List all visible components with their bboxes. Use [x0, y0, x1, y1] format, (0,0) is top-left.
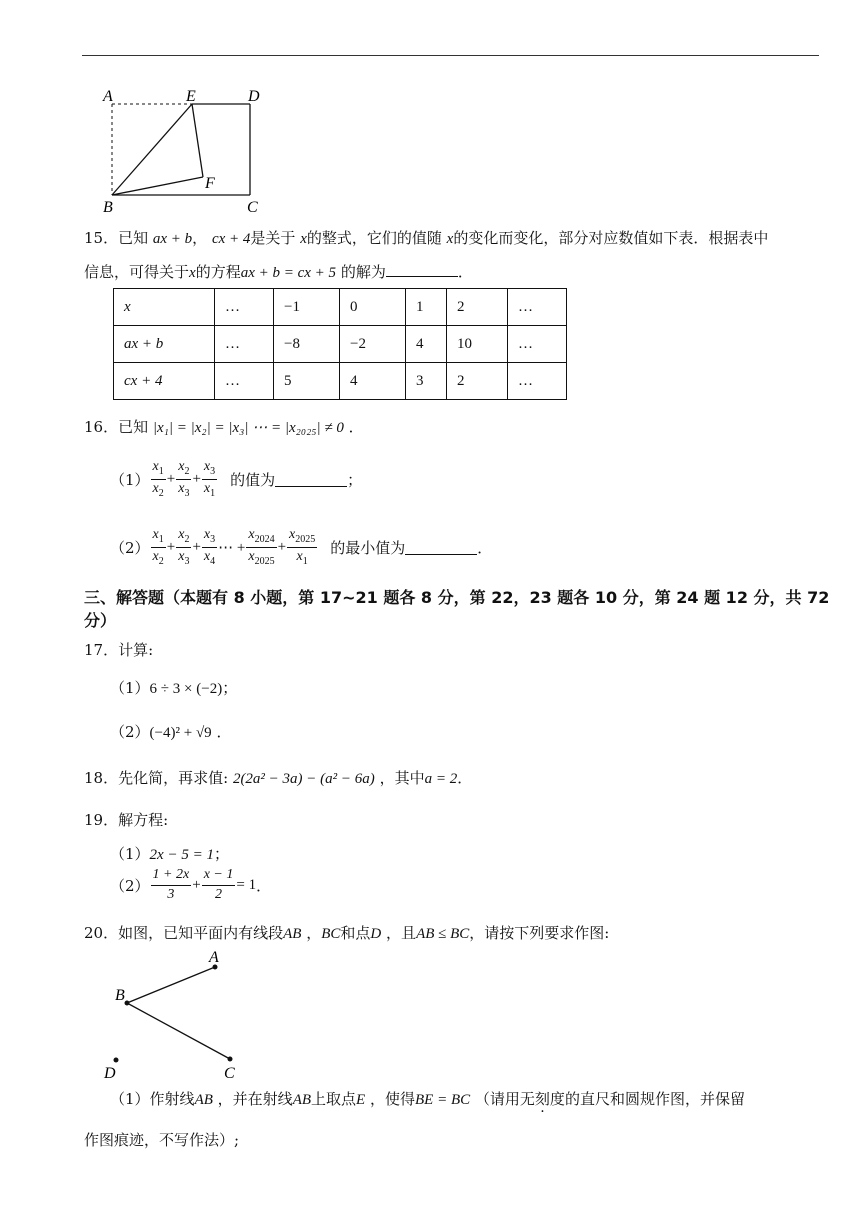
- q19-part2: （2） $\frac{1 + 2x}{3}$ + $\frac{x - 1}{2}$ = 1 ．: [110, 867, 272, 902]
- label-B: B: [115, 987, 125, 1004]
- section-title-cont: 分）: [84, 611, 117, 630]
- table-row: x … −1 0 1 2 …: [114, 289, 567, 326]
- answer-blank[interactable]: [275, 472, 347, 487]
- q20-part1-line2: 作图痕迹，不写作法）;: [84, 1131, 240, 1149]
- label-A: A: [209, 949, 219, 966]
- rectangle-figure: [95, 82, 275, 217]
- label-E: E: [186, 88, 196, 105]
- q17-part1: （1）6 ÷ 3 × (−2)；: [110, 679, 238, 697]
- q20-intro: 20．如图，已知平面内有线段AB ，BC和点D ，且AB ≤ BC，请按下列要求作图:: [84, 924, 610, 942]
- q17-intro: 17．计算:: [84, 641, 154, 659]
- q16-intro: 16．已知 |x₁| = |x₂| = |x₃| ⋯ = |x₂₀₂₅| ≠ 0 ．: [84, 418, 364, 436]
- label-D: D: [248, 88, 260, 105]
- q16-part1: （1） $\frac{x_1}{x_2}$ + $\frac{x_2}{x_3}$ + $\frac{x_3}{x_1}$ 的值为 ；: [110, 459, 363, 500]
- q19-part1: （1）2x − 5 = 1；: [110, 845, 229, 863]
- q17-part2: （2）(−4)² + √9 ．: [110, 723, 232, 741]
- section-title: 三、解答题（本题有 8 小题，第 17~21 题各 8 分，第 22，23 题各 10 分，第 24 题 12 分，共 72: [84, 588, 830, 607]
- label-A: A: [103, 88, 113, 105]
- value-table: [113, 288, 567, 400]
- label-B: B: [103, 199, 113, 216]
- q18: 18．先化简，再求值: 2(2a² − 3a) − (a² − 6a) ，其中a = 2．: [84, 769, 473, 787]
- label-D: D: [104, 1065, 116, 1082]
- q20-part1-line1: （1）作射线AB ，并在射线AB上取点E ，使得BE = BC （请用无刻度的直尺和圆规作图，并保留: [110, 1090, 745, 1108]
- q15-line1: 15．已知 ax + b， cx + 4是关于 x的整式，它们的值随 x的变化而变化，部分对应数值如下表．根据表中: [84, 229, 769, 247]
- table-row: cx + 4 … 5 4 3 2 …: [114, 363, 567, 400]
- segments-figure: [100, 948, 260, 1083]
- label-C: C: [224, 1065, 235, 1082]
- label-F: F: [205, 175, 215, 192]
- q16-part2: （2） $\frac{x_1}{x_2}$ + $\frac{x_2}{x_3}$ + $\frac{x_3}{x_4}$ ⋯ + $\frac{x_{2024}}{x_{2025}}$ + $\frac{x_{2025}}{x_1}$ 的最小值为 ．: [110, 527, 493, 568]
- table-row: ax + b … −8 −2 4 10 …: [114, 326, 567, 363]
- answer-blank[interactable]: [405, 540, 477, 555]
- q19-intro: 19．解方程:: [84, 811, 169, 829]
- label-C: C: [247, 199, 258, 216]
- answer-blank[interactable]: [386, 262, 458, 277]
- q15-line2: 信息，可得关于x的方程ax + b = cx + 5 的解为 ．: [84, 263, 473, 281]
- header-rule: [82, 55, 819, 56]
